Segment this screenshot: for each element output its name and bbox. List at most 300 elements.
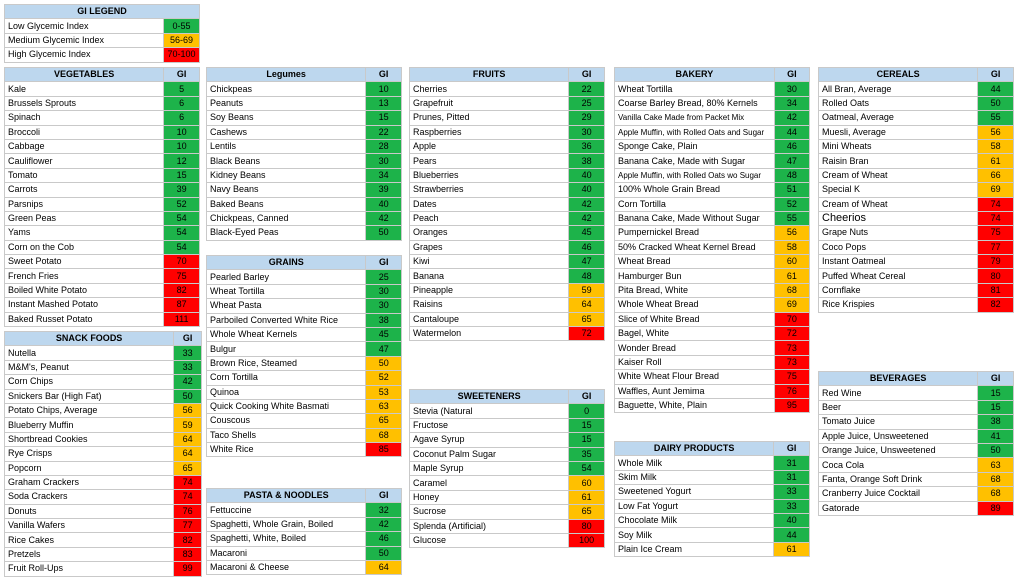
gi-value: 69 bbox=[978, 183, 1014, 197]
gi-value: 76 bbox=[174, 504, 202, 518]
table-row bbox=[5, 269, 200, 283]
food-name: All Bran, Average bbox=[819, 82, 978, 96]
food-name: Soda Crackers bbox=[5, 490, 174, 504]
food-name: Apple Juice, Unsweetened bbox=[819, 429, 978, 443]
vegetables-table bbox=[4, 67, 200, 327]
vegetables-gi-header: GI bbox=[164, 68, 200, 82]
table-row bbox=[615, 125, 810, 139]
gi-value: 38 bbox=[366, 313, 402, 327]
table-row bbox=[615, 528, 810, 542]
table-row bbox=[410, 490, 605, 504]
gi-value: 42 bbox=[174, 375, 202, 389]
gi-value: 95 bbox=[774, 398, 809, 412]
food-name: Blueberries bbox=[410, 168, 569, 182]
table-row bbox=[5, 346, 202, 360]
table-row bbox=[410, 418, 605, 432]
table-row bbox=[410, 298, 605, 312]
table-row bbox=[5, 139, 200, 153]
food-name: White Rice bbox=[207, 443, 366, 457]
gi-value: 13 bbox=[366, 96, 402, 110]
food-name: Stevia (Natural bbox=[410, 404, 569, 418]
grains-title: GRAINS bbox=[207, 256, 366, 270]
table-row bbox=[410, 226, 605, 240]
gi-value: 75 bbox=[978, 226, 1014, 240]
food-name: Grape Nuts bbox=[819, 226, 978, 240]
table-row bbox=[5, 226, 200, 240]
gi-value: 69 bbox=[774, 298, 809, 312]
gi-value: 30 bbox=[366, 284, 402, 298]
food-name: Bulgur bbox=[207, 342, 366, 356]
food-name: Soy Beans bbox=[207, 111, 366, 125]
gi-value: 65 bbox=[569, 505, 605, 519]
gi-value: 58 bbox=[774, 240, 809, 254]
food-name: Skim Milk bbox=[615, 470, 774, 484]
table-row bbox=[5, 298, 200, 312]
table-row bbox=[5, 562, 202, 576]
table-row bbox=[819, 125, 1014, 139]
food-name: Rice Krispies bbox=[819, 298, 978, 312]
food-name: Pineapple bbox=[410, 283, 569, 297]
gi-value: 47 bbox=[366, 342, 402, 356]
table-row bbox=[615, 96, 810, 110]
gi-value: 77 bbox=[978, 240, 1014, 254]
food-name: Black-Eyed Peas bbox=[207, 226, 366, 240]
bakery-header-row bbox=[615, 68, 810, 82]
gi-value: 42 bbox=[366, 211, 402, 225]
table-row bbox=[819, 283, 1014, 297]
table-row bbox=[615, 154, 810, 168]
dairy-products-header-row bbox=[615, 442, 810, 456]
table-row bbox=[5, 82, 200, 96]
food-name: Black Beans bbox=[207, 154, 366, 168]
food-name: 100% Whole Grain Bread bbox=[615, 183, 775, 197]
table-row bbox=[615, 197, 810, 211]
table-row bbox=[5, 255, 200, 269]
food-name: Puffed Wheat Cereal bbox=[819, 269, 978, 283]
table-row bbox=[615, 139, 810, 153]
food-name: Sponge Cake, Plain bbox=[615, 139, 775, 153]
gi-value: 85 bbox=[366, 443, 402, 457]
food-name: Whole Wheat Bread bbox=[615, 298, 775, 312]
food-name: Quinoa bbox=[207, 385, 366, 399]
vegetables-header-row bbox=[5, 68, 200, 82]
food-name: Oranges bbox=[410, 226, 569, 240]
gi-value: 55 bbox=[978, 111, 1014, 125]
table-row bbox=[819, 255, 1014, 269]
gi-value: 38 bbox=[978, 415, 1014, 429]
legend-row bbox=[5, 19, 200, 33]
table-row bbox=[207, 532, 402, 546]
gi-value: 25 bbox=[569, 96, 605, 110]
table-row bbox=[5, 447, 202, 461]
table-row bbox=[207, 154, 402, 168]
table-row bbox=[819, 111, 1014, 125]
food-name: Cabbage bbox=[5, 139, 164, 153]
food-name: Glucose bbox=[410, 533, 569, 547]
food-name: Low Fat Yogurt bbox=[615, 499, 774, 513]
table-row bbox=[615, 456, 810, 470]
table-row bbox=[5, 389, 202, 403]
food-name: Quick Cooking White Basmati bbox=[207, 399, 366, 413]
table-row bbox=[5, 403, 202, 417]
legend-header-row bbox=[5, 5, 200, 19]
table-row bbox=[207, 428, 402, 442]
gi-value: 51 bbox=[774, 183, 809, 197]
gi-value: 15 bbox=[978, 386, 1014, 400]
table-row bbox=[207, 560, 402, 574]
food-name: Cornflake bbox=[819, 283, 978, 297]
table-row bbox=[410, 461, 605, 475]
food-name: Fruit Roll-Ups bbox=[5, 562, 174, 576]
cereals-header-row bbox=[819, 68, 1014, 82]
food-name: Bagel, White bbox=[615, 327, 775, 341]
table-row bbox=[207, 503, 402, 517]
gi-value: 73 bbox=[774, 355, 809, 369]
gi-value: 41 bbox=[978, 429, 1014, 443]
gi-value: 46 bbox=[569, 240, 605, 254]
food-name: Fanta, Orange Soft Drink bbox=[819, 472, 978, 486]
food-name: Peach bbox=[410, 211, 569, 225]
food-name: Hamburger Bun bbox=[615, 269, 775, 283]
gi-value: 31 bbox=[774, 470, 810, 484]
food-name: Corn Tortilla bbox=[207, 371, 366, 385]
food-name: Pearled Barley bbox=[207, 270, 366, 284]
vegetables-title: VEGETABLES bbox=[5, 68, 164, 82]
food-name: Mini Wheats bbox=[819, 139, 978, 153]
table-row bbox=[819, 472, 1014, 486]
table-row bbox=[207, 226, 402, 240]
table-row bbox=[5, 533, 202, 547]
food-name: Snickers Bar (High Fat) bbox=[5, 389, 174, 403]
gi-value: 61 bbox=[774, 269, 809, 283]
table-row bbox=[819, 240, 1014, 254]
food-name: Sweet Potato bbox=[5, 255, 164, 269]
food-name: Waffles, Aunt Jemima bbox=[615, 384, 775, 398]
table-row bbox=[207, 111, 402, 125]
table-row bbox=[5, 375, 202, 389]
food-name: Pretzels bbox=[5, 547, 174, 561]
table-row bbox=[410, 154, 605, 168]
food-name: Macaroni bbox=[207, 546, 366, 560]
food-name: Lentils bbox=[207, 139, 366, 153]
table-row bbox=[615, 298, 810, 312]
gi-value: 52 bbox=[366, 371, 402, 385]
food-name: Yams bbox=[5, 226, 164, 240]
table-row bbox=[207, 443, 402, 457]
food-name: Peanuts bbox=[207, 96, 366, 110]
fruits-header-row bbox=[410, 68, 605, 82]
food-name: Pears bbox=[410, 154, 569, 168]
table-row bbox=[615, 499, 810, 513]
food-name: Parsnips bbox=[5, 197, 164, 211]
table-row bbox=[5, 490, 202, 504]
food-name: Carrots bbox=[5, 183, 164, 197]
table-row bbox=[5, 96, 200, 110]
food-name: Spaghetti, Whole Grain, Boiled bbox=[207, 517, 366, 531]
gi-value: 15 bbox=[164, 168, 200, 182]
table-row bbox=[207, 197, 402, 211]
gi-value: 28 bbox=[366, 139, 402, 153]
food-name: Cashews bbox=[207, 125, 366, 139]
gi-value: 68 bbox=[366, 428, 402, 442]
table-row bbox=[5, 547, 202, 561]
table-row bbox=[615, 283, 810, 297]
food-name: Brussels Sprouts bbox=[5, 96, 164, 110]
cereals-table bbox=[818, 67, 1014, 313]
legumes-header-row bbox=[207, 68, 402, 82]
gi-value: 74 bbox=[174, 490, 202, 504]
food-name: Wheat Tortilla bbox=[207, 284, 366, 298]
table-row bbox=[819, 269, 1014, 283]
beverages-header-row bbox=[819, 372, 1014, 386]
food-name: Splenda (Artificial) bbox=[410, 519, 569, 533]
food-name: Nutella bbox=[5, 346, 174, 360]
food-name: Tomato bbox=[5, 168, 164, 182]
food-name: Instant Mashed Potato bbox=[5, 298, 164, 312]
grains-table bbox=[206, 255, 402, 457]
table-row bbox=[819, 226, 1014, 240]
gi-value: 80 bbox=[978, 269, 1014, 283]
food-name: Dates bbox=[410, 197, 569, 211]
beverages-gi-header: GI bbox=[978, 372, 1014, 386]
gi-value: 66 bbox=[978, 168, 1014, 182]
legend-label: Low Glycemic Index bbox=[5, 19, 164, 33]
food-name: Boiled White Potato bbox=[5, 283, 164, 297]
table-row bbox=[207, 399, 402, 413]
food-name: Spaghetti, White, Boiled bbox=[207, 532, 366, 546]
gi-value: 40 bbox=[569, 168, 605, 182]
gi-value: 81 bbox=[978, 283, 1014, 297]
food-name: Honey bbox=[410, 490, 569, 504]
table-row bbox=[615, 370, 810, 384]
legumes-title: Legumes bbox=[207, 68, 366, 82]
gi-value: 33 bbox=[174, 360, 202, 374]
food-name: Raspberries bbox=[410, 125, 569, 139]
gi-value: 39 bbox=[366, 183, 402, 197]
food-name: Agave Syrup bbox=[410, 433, 569, 447]
gi-value: 58 bbox=[978, 139, 1014, 153]
gi-value: 33 bbox=[174, 346, 202, 360]
pasta-noodles-table bbox=[206, 488, 402, 575]
gi-value: 50 bbox=[174, 389, 202, 403]
table-row bbox=[819, 458, 1014, 472]
table-row bbox=[5, 519, 202, 533]
table-row bbox=[5, 240, 200, 254]
food-name: Grapefruit bbox=[410, 96, 569, 110]
food-name: Vanilla Cake Made from Packet Mix bbox=[615, 111, 775, 125]
food-name: Spinach bbox=[5, 111, 164, 125]
food-name: Banana bbox=[410, 269, 569, 283]
table-row bbox=[5, 475, 202, 489]
table-row bbox=[615, 226, 810, 240]
food-name: Wheat Pasta bbox=[207, 299, 366, 313]
gi-value: 64 bbox=[174, 432, 202, 446]
fruits-title: FRUITS bbox=[410, 68, 569, 82]
food-name: Rolled Oats bbox=[819, 96, 978, 110]
food-name: Pita Bread, White bbox=[615, 283, 775, 297]
food-name: Navy Beans bbox=[207, 183, 366, 197]
table-row bbox=[615, 327, 810, 341]
food-name: White Wheat Flour Bread bbox=[615, 370, 775, 384]
gi-value: 10 bbox=[164, 125, 200, 139]
table-row bbox=[615, 470, 810, 484]
food-name: Baked Beans bbox=[207, 197, 366, 211]
food-name: Cream of Wheat bbox=[819, 197, 978, 211]
gi-value: 70 bbox=[164, 255, 200, 269]
gi-value: 63 bbox=[978, 458, 1014, 472]
food-name: Wheat Tortilla bbox=[615, 82, 775, 96]
table-row bbox=[410, 197, 605, 211]
table-row bbox=[615, 355, 810, 369]
food-name: Sweetened Yogurt bbox=[615, 485, 774, 499]
pasta-noodles-header-row bbox=[207, 489, 402, 503]
food-name: Whole Wheat Kernels bbox=[207, 327, 366, 341]
table-row bbox=[410, 404, 605, 418]
bakery-table bbox=[614, 67, 810, 413]
table-row bbox=[410, 519, 605, 533]
table-row bbox=[615, 341, 810, 355]
gi-value: 34 bbox=[366, 168, 402, 182]
table-row bbox=[207, 327, 402, 341]
food-name: Whole Milk bbox=[615, 456, 774, 470]
table-row bbox=[819, 197, 1014, 211]
food-name: Soy Milk bbox=[615, 528, 774, 542]
table-row bbox=[615, 82, 810, 96]
dairy-products-gi-header: GI bbox=[774, 442, 810, 456]
gi-value: 39 bbox=[164, 183, 200, 197]
gi-value: 48 bbox=[774, 168, 809, 182]
food-name: Kaiser Roll bbox=[615, 355, 775, 369]
gi-value: 40 bbox=[366, 197, 402, 211]
legend-label: Medium Glycemic Index bbox=[5, 33, 164, 47]
gi-value: 40 bbox=[569, 183, 605, 197]
gi-value: 30 bbox=[366, 154, 402, 168]
gi-value: 33 bbox=[774, 485, 810, 499]
gi-value: 42 bbox=[569, 197, 605, 211]
gi-value: 76 bbox=[774, 384, 809, 398]
gi-value: 82 bbox=[174, 533, 202, 547]
table-row bbox=[410, 125, 605, 139]
legend-range: 56-69 bbox=[164, 33, 200, 47]
gi-value: 38 bbox=[569, 154, 605, 168]
gi-value: 64 bbox=[174, 447, 202, 461]
gi-value: 65 bbox=[174, 461, 202, 475]
table-row bbox=[207, 414, 402, 428]
table-row bbox=[410, 240, 605, 254]
gi-value: 32 bbox=[366, 503, 402, 517]
gi-value: 54 bbox=[569, 461, 605, 475]
gi-value: 0 bbox=[569, 404, 605, 418]
sweeteners-table bbox=[409, 389, 605, 548]
dairy-products-title: DAIRY PRODUCTS bbox=[615, 442, 774, 456]
table-row bbox=[410, 139, 605, 153]
food-name: Coca Cola bbox=[819, 458, 978, 472]
gi-value: 15 bbox=[569, 418, 605, 432]
food-name: Fettuccine bbox=[207, 503, 366, 517]
food-name: 50% Cracked Wheat Kernel Bread bbox=[615, 240, 775, 254]
food-name: Apple Muffin, with Rolled Oats and Sugar bbox=[615, 125, 775, 139]
table-row bbox=[5, 418, 202, 432]
food-name: Wheat Bread bbox=[615, 255, 775, 269]
table-row bbox=[207, 313, 402, 327]
gi-value: 47 bbox=[569, 255, 605, 269]
table-row bbox=[5, 312, 200, 326]
table-row bbox=[615, 485, 810, 499]
food-name: Cream of Wheat bbox=[819, 168, 978, 182]
food-name: Oatmeal, Average bbox=[819, 111, 978, 125]
snack-foods-title: SNACK FOODS bbox=[5, 332, 174, 346]
gi-value: 50 bbox=[366, 546, 402, 560]
gi-value: 31 bbox=[774, 456, 810, 470]
food-name: Graham Crackers bbox=[5, 475, 174, 489]
gi-value: 53 bbox=[366, 385, 402, 399]
food-name: Cheerios bbox=[819, 211, 978, 225]
food-name: Banana Cake, Made Without Sugar bbox=[615, 211, 775, 225]
food-name: M&M's, Peanut bbox=[5, 360, 174, 374]
gi-value: 40 bbox=[774, 513, 810, 527]
gi-value: 72 bbox=[569, 327, 605, 341]
food-name: Macaroni & Cheese bbox=[207, 560, 366, 574]
food-name: Special K bbox=[819, 183, 978, 197]
gi-value: 30 bbox=[774, 82, 809, 96]
table-row bbox=[615, 384, 810, 398]
gi-value: 59 bbox=[174, 418, 202, 432]
table-row bbox=[819, 139, 1014, 153]
table-row bbox=[207, 299, 402, 313]
food-name: Kidney Beans bbox=[207, 168, 366, 182]
bakery-gi-header: GI bbox=[774, 68, 809, 82]
legend-label: High Glycemic Index bbox=[5, 48, 164, 62]
table-row bbox=[5, 111, 200, 125]
table-row bbox=[5, 211, 200, 225]
gi-value: 89 bbox=[978, 501, 1014, 515]
table-row bbox=[207, 284, 402, 298]
gi-value: 56 bbox=[774, 226, 809, 240]
table-row bbox=[819, 443, 1014, 457]
beverages-table bbox=[818, 371, 1014, 516]
gi-value: 42 bbox=[774, 111, 809, 125]
gi-value: 29 bbox=[569, 111, 605, 125]
gi-value: 61 bbox=[978, 154, 1014, 168]
gi-value: 72 bbox=[774, 327, 809, 341]
gi-value: 45 bbox=[569, 226, 605, 240]
table-row bbox=[410, 283, 605, 297]
dairy-products-table bbox=[614, 441, 810, 557]
food-name: Chickpeas, Canned bbox=[207, 211, 366, 225]
table-row bbox=[5, 283, 200, 297]
table-row bbox=[819, 487, 1014, 501]
table-row bbox=[207, 371, 402, 385]
legend-table bbox=[4, 4, 200, 63]
food-name: Wonder Bread bbox=[615, 341, 775, 355]
gi-value: 25 bbox=[366, 270, 402, 284]
sweeteners-gi-header: GI bbox=[569, 390, 605, 404]
food-name: Corn on the Cob bbox=[5, 240, 164, 254]
legend-range: 0-55 bbox=[164, 19, 200, 33]
table-row bbox=[819, 298, 1014, 312]
food-name: Coconut Palm Sugar bbox=[410, 447, 569, 461]
table-row bbox=[5, 461, 202, 475]
legend-row bbox=[5, 33, 200, 47]
food-name: Taco Shells bbox=[207, 428, 366, 442]
gi-value: 70 bbox=[774, 312, 809, 326]
gi-value: 59 bbox=[569, 283, 605, 297]
gi-value: 54 bbox=[164, 211, 200, 225]
food-name: Grapes bbox=[410, 240, 569, 254]
gi-value: 68 bbox=[774, 283, 809, 297]
table-row bbox=[207, 385, 402, 399]
food-name: Blueberry Muffin bbox=[5, 418, 174, 432]
